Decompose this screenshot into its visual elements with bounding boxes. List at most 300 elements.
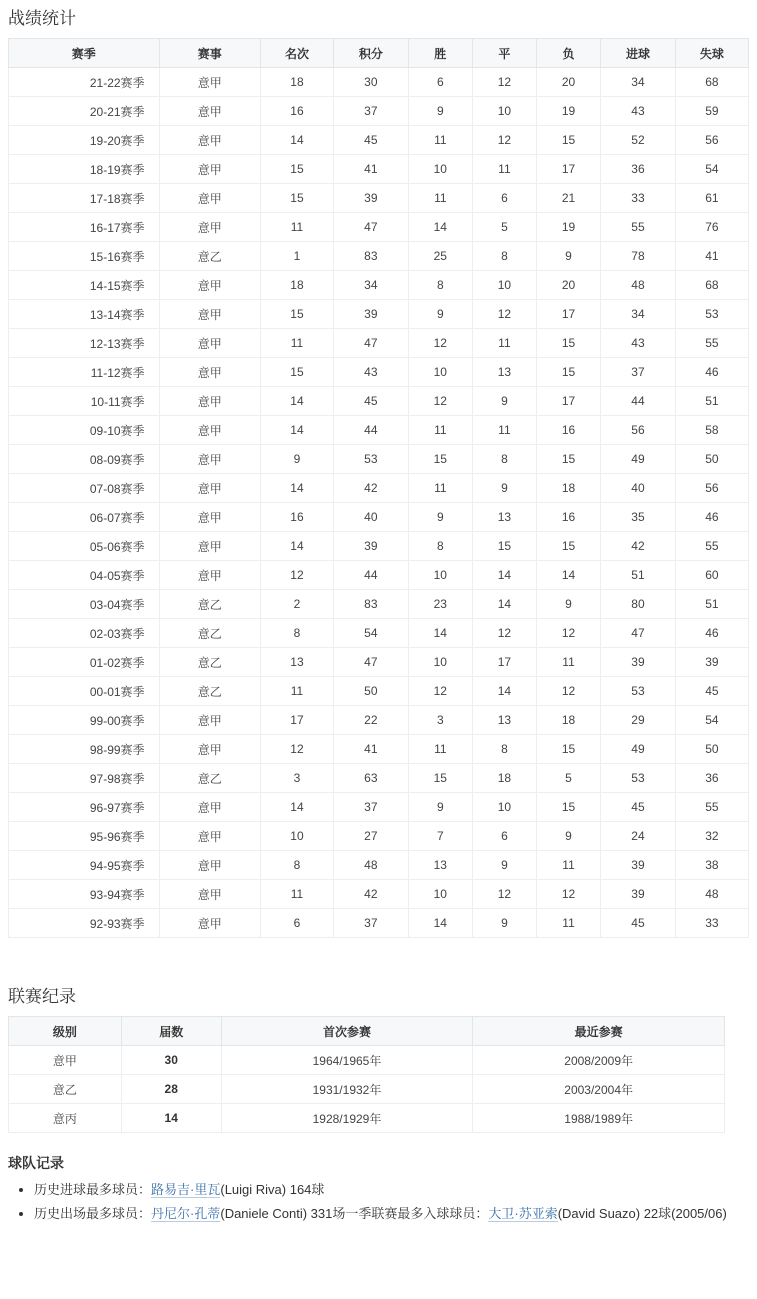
cell-wins: 14 [408,909,472,938]
table-row [9,300,749,329]
cell-wins: 10 [408,561,472,590]
cell-points: 40 [333,503,408,532]
cell-season: 94-95赛季 [9,851,160,880]
cell-draws: 13 [472,358,536,387]
cell-rank: 11 [260,677,333,706]
table-row [9,1104,725,1133]
cell-points: 34 [333,271,408,300]
cell-losses: 15 [536,329,600,358]
cell-wins: 11 [408,184,472,213]
cell-draws: 10 [472,271,536,300]
cell-goals-against: 51 [675,387,748,416]
cell-losses: 11 [536,648,600,677]
cell-wins: 11 [408,416,472,445]
table-row [9,764,749,793]
cell-wins: 9 [408,300,472,329]
cell-competition: 意甲 [159,735,260,764]
cell-rank: 14 [260,532,333,561]
cell-losses: 11 [536,909,600,938]
cell-points: 44 [333,561,408,590]
cell-draws: 18 [472,764,536,793]
cell-season: 18-19赛季 [9,155,160,184]
cell-wins: 23 [408,590,472,619]
cell-goals-for: 51 [601,561,676,590]
table-row [9,358,749,387]
cell-rank: 3 [260,764,333,793]
cell-goals-for: 39 [601,851,676,880]
cell-competition: 意乙 [159,764,260,793]
column-header-points: 积分 [333,39,408,68]
cell-rank: 11 [260,880,333,909]
cell-goals-for: 40 [601,474,676,503]
cell-season: 02-03赛季 [9,619,160,648]
cell-losses: 9 [536,242,600,271]
cell-draws: 12 [472,880,536,909]
cell-season: 98-99赛季 [9,735,160,764]
cell-competition: 意乙 [159,242,260,271]
cell-losses: 15 [536,445,600,474]
cell-goals-for: 33 [601,184,676,213]
cell-competition: 意甲 [159,474,260,503]
cell-goals-for: 45 [601,909,676,938]
cell-rank: 14 [260,126,333,155]
cell-draws: 9 [472,851,536,880]
cell-editions: 28 [121,1075,221,1104]
cell-points: 41 [333,155,408,184]
cell-competition: 意甲 [159,793,260,822]
cell-goals-against: 54 [675,706,748,735]
cell-season: 21-22赛季 [9,68,160,97]
cell-points: 39 [333,184,408,213]
cell-competition: 意甲 [159,561,260,590]
cell-goals-for: 56 [601,416,676,445]
cell-draws: 14 [472,677,536,706]
cell-points: 48 [333,851,408,880]
cell-draws: 12 [472,68,536,97]
cell-goals-against: 50 [675,445,748,474]
cell-wins: 10 [408,358,472,387]
cell-goals-against: 56 [675,126,748,155]
league-records-body [9,1046,725,1133]
cell-goals-for: 47 [601,619,676,648]
cell-goals-for: 35 [601,503,676,532]
cell-goals-for: 34 [601,300,676,329]
player-link-top-scorer[interactable]: 路易吉·里瓦 [151,1182,221,1197]
cell-goals-for: 55 [601,213,676,242]
cell-competition: 意甲 [159,68,260,97]
cell-season: 93-94赛季 [9,880,160,909]
cell-draws: 5 [472,213,536,242]
cell-losses: 20 [536,271,600,300]
cell-wins: 12 [408,329,472,358]
table-row [9,619,749,648]
table-row [9,561,749,590]
cell-goals-against: 55 [675,793,748,822]
cell-goals-against: 76 [675,213,748,242]
cell-goals-for: 52 [601,126,676,155]
cell-competition: 意甲 [159,213,260,242]
cell-wins: 13 [408,851,472,880]
cell-goals-against: 58 [675,416,748,445]
cell-rank: 18 [260,271,333,300]
cell-competition: 意乙 [159,590,260,619]
cell-goals-against: 68 [675,271,748,300]
cell-goals-for: 45 [601,793,676,822]
cell-goals-against: 54 [675,155,748,184]
cell-goals-for: 53 [601,764,676,793]
cell-points: 43 [333,358,408,387]
cell-latest-entry: 2008/2009年 [473,1046,725,1075]
cell-goals-for: 37 [601,358,676,387]
cell-season: 06-07赛季 [9,503,160,532]
cell-season: 97-98赛季 [9,764,160,793]
cell-points: 83 [333,242,408,271]
cell-points: 42 [333,880,408,909]
cell-losses: 15 [536,358,600,387]
list-item [34,1179,757,1201]
table-row [9,648,749,677]
cell-losses: 11 [536,851,600,880]
club-records-list [0,1179,757,1225]
league-records-head [9,1017,725,1046]
cell-competition: 意甲 [159,851,260,880]
column-header-wins: 胜 [408,39,472,68]
cell-draws: 11 [472,155,536,184]
cell-wins: 15 [408,445,472,474]
cell-goals-against: 56 [675,474,748,503]
table-row [9,329,749,358]
cell-points: 47 [333,329,408,358]
cell-losses: 19 [536,97,600,126]
record-mid-text: (Luigi Riva) 164球 [220,1182,325,1197]
cell-wins: 15 [408,764,472,793]
results-table-body [9,68,749,938]
cell-losses: 14 [536,561,600,590]
cell-points: 37 [333,97,408,126]
cell-wins: 10 [408,648,472,677]
cell-wins: 12 [408,677,472,706]
cell-season: 08-09赛季 [9,445,160,474]
cell-points: 45 [333,126,408,155]
cell-rank: 9 [260,445,333,474]
cell-points: 27 [333,822,408,851]
cell-losses: 18 [536,706,600,735]
column-header-season: 赛季 [9,39,160,68]
cell-rank: 14 [260,416,333,445]
cell-wins: 11 [408,735,472,764]
cell-draws: 14 [472,590,536,619]
cell-competition: 意甲 [159,909,260,938]
cell-season: 13-14赛季 [9,300,160,329]
cell-losses: 19 [536,213,600,242]
cell-goals-against: 33 [675,909,748,938]
cell-goals-against: 38 [675,851,748,880]
cell-goals-for: 49 [601,735,676,764]
table-row [9,793,749,822]
cell-first-entry: 1964/1965年 [221,1046,473,1075]
cell-points: 53 [333,445,408,474]
cell-goals-against: 59 [675,97,748,126]
table-row [9,387,749,416]
page-root [0,8,757,1225]
table-row [9,503,749,532]
cell-competition: 意甲 [159,503,260,532]
cell-level: 意乙 [9,1075,122,1104]
record-prefix-text: 历史出场最多球员： [34,1206,152,1221]
cell-rank: 13 [260,648,333,677]
cell-draws: 12 [472,126,536,155]
cell-competition: 意甲 [159,822,260,851]
cell-rank: 15 [260,358,333,387]
cell-rank: 11 [260,213,333,242]
table-row [9,532,749,561]
cell-rank: 16 [260,503,333,532]
cell-draws: 13 [472,503,536,532]
cell-losses: 16 [536,503,600,532]
cell-draws: 6 [472,822,536,851]
page-title-league-records: 联赛纪录 [8,987,76,1006]
cell-rank: 1 [260,242,333,271]
cell-competition: 意甲 [159,706,260,735]
column-header-competition: 赛事 [159,39,260,68]
cell-season: 09-10赛季 [9,416,160,445]
table-row [9,416,749,445]
table-row [9,909,749,938]
table-row [9,706,749,735]
cell-rank: 8 [260,851,333,880]
player-link-most-appearances[interactable]: 丹尼尔·孔蒂 [151,1206,221,1221]
cell-season: 16-17赛季 [9,213,160,242]
cell-goals-for: 43 [601,329,676,358]
cell-points: 47 [333,648,408,677]
cell-season: 96-97赛季 [9,793,160,822]
cell-wins: 11 [408,126,472,155]
cell-rank: 11 [260,329,333,358]
cell-losses: 5 [536,764,600,793]
cell-goals-for: 80 [601,590,676,619]
cell-rank: 15 [260,300,333,329]
cell-goals-for: 43 [601,97,676,126]
cell-losses: 12 [536,677,600,706]
table-row [9,851,749,880]
cell-goals-against: 39 [675,648,748,677]
cell-draws: 6 [472,184,536,213]
results-table [8,38,749,938]
cell-goals-against: 36 [675,764,748,793]
cell-goals-against: 60 [675,561,748,590]
cell-goals-for: 34 [601,68,676,97]
player-link-season-top-scorer[interactable]: 大卫·苏亚索 [488,1206,558,1221]
cell-rank: 15 [260,184,333,213]
cell-draws: 8 [472,242,536,271]
cell-competition: 意甲 [159,387,260,416]
page-title-club-records: 球队记录 [8,1155,64,1171]
cell-points: 39 [333,532,408,561]
cell-losses: 15 [536,126,600,155]
cell-losses: 12 [536,880,600,909]
cell-competition: 意乙 [159,677,260,706]
cell-competition: 意甲 [159,126,260,155]
column-header-goals-for: 进球 [601,39,676,68]
cell-points: 37 [333,909,408,938]
cell-goals-for: 24 [601,822,676,851]
cell-goals-for: 53 [601,677,676,706]
cell-wins: 9 [408,97,472,126]
cell-season: 14-15赛季 [9,271,160,300]
cell-goals-against: 51 [675,590,748,619]
cell-goals-for: 49 [601,445,676,474]
cell-losses: 12 [536,619,600,648]
table-row [9,880,749,909]
cell-points: 37 [333,793,408,822]
league-records-table [8,1016,725,1133]
page-title-results: 战绩统计 [8,9,76,28]
cell-competition: 意甲 [159,445,260,474]
cell-draws: 13 [472,706,536,735]
cell-rank: 16 [260,97,333,126]
table-row [9,213,749,242]
cell-draws: 12 [472,619,536,648]
table-row [9,590,749,619]
column-header-editions: 届数 [121,1017,221,1046]
cell-rank: 15 [260,155,333,184]
section-spacer [0,1133,757,1139]
cell-competition: 意甲 [159,184,260,213]
cell-season: 05-06赛季 [9,532,160,561]
column-header-rank: 名次 [260,39,333,68]
cell-goals-for: 36 [601,155,676,184]
table-row [9,1075,725,1104]
cell-losses: 18 [536,474,600,503]
cell-goals-against: 61 [675,184,748,213]
cell-wins: 3 [408,706,472,735]
cell-points: 63 [333,764,408,793]
record-mid-text: (Daniele Conti) 331场一季联赛最多入球球员： [220,1206,489,1221]
cell-first-entry: 1928/1929年 [221,1104,473,1133]
cell-wins: 10 [408,155,472,184]
cell-losses: 17 [536,155,600,184]
cell-rank: 6 [260,909,333,938]
cell-losses: 15 [536,532,600,561]
cell-draws: 14 [472,561,536,590]
cell-goals-for: 42 [601,532,676,561]
table-row [9,271,749,300]
cell-goals-against: 32 [675,822,748,851]
cell-goals-against: 46 [675,358,748,387]
cell-rank: 18 [260,68,333,97]
cell-latest-entry: 1988/1989年 [473,1104,725,1133]
cell-wins: 10 [408,880,472,909]
column-header-latest-entry: 最近参赛 [473,1017,725,1046]
cell-level: 意丙 [9,1104,122,1133]
cell-losses: 16 [536,416,600,445]
cell-goals-against: 55 [675,329,748,358]
cell-rank: 10 [260,822,333,851]
results-table-wrapper [8,38,749,938]
cell-wins: 9 [408,503,472,532]
cell-rank: 2 [260,590,333,619]
cell-draws: 10 [472,97,536,126]
cell-goals-against: 55 [675,532,748,561]
cell-goals-against: 46 [675,619,748,648]
column-header-losses: 负 [536,39,600,68]
cell-rank: 14 [260,793,333,822]
cell-competition: 意甲 [159,358,260,387]
cell-draws: 10 [472,793,536,822]
cell-goals-against: 50 [675,735,748,764]
cell-goals-for: 29 [601,706,676,735]
cell-draws: 9 [472,909,536,938]
table-row [9,677,749,706]
cell-rank: 17 [260,706,333,735]
cell-losses: 21 [536,184,600,213]
table-row [9,445,749,474]
cell-season: 10-11赛季 [9,387,160,416]
cell-wins: 8 [408,532,472,561]
cell-wins: 6 [408,68,472,97]
cell-rank: 8 [260,619,333,648]
table-row [9,1046,725,1075]
cell-competition: 意甲 [159,416,260,445]
cell-season: 11-12赛季 [9,358,160,387]
column-header-draws: 平 [472,39,536,68]
cell-points: 47 [333,213,408,242]
cell-latest-entry: 2003/2004年 [473,1075,725,1104]
cell-goals-against: 53 [675,300,748,329]
cell-wins: 9 [408,793,472,822]
cell-season: 92-93赛季 [9,909,160,938]
cell-season: 01-02赛季 [9,648,160,677]
cell-competition: 意甲 [159,532,260,561]
table-row [9,126,749,155]
cell-wins: 12 [408,387,472,416]
cell-goals-against: 45 [675,677,748,706]
cell-editions: 30 [121,1046,221,1075]
cell-season: 03-04赛季 [9,590,160,619]
cell-points: 41 [333,735,408,764]
cell-season: 04-05赛季 [9,561,160,590]
cell-competition: 意甲 [159,880,260,909]
cell-points: 22 [333,706,408,735]
cell-wins: 11 [408,474,472,503]
cell-draws: 8 [472,445,536,474]
cell-rank: 14 [260,474,333,503]
cell-competition: 意甲 [159,300,260,329]
cell-season: 95-96赛季 [9,822,160,851]
cell-points: 39 [333,300,408,329]
cell-goals-against: 46 [675,503,748,532]
cell-points: 45 [333,387,408,416]
table-row [9,822,749,851]
cell-competition: 意甲 [159,97,260,126]
cell-first-entry: 1931/1932年 [221,1075,473,1104]
cell-losses: 15 [536,793,600,822]
table-row [9,155,749,184]
cell-points: 83 [333,590,408,619]
cell-season: 07-08赛季 [9,474,160,503]
cell-goals-against: 41 [675,242,748,271]
cell-draws: 8 [472,735,536,764]
cell-wins: 14 [408,213,472,242]
cell-draws: 12 [472,300,536,329]
results-table-head [9,39,749,68]
cell-points: 50 [333,677,408,706]
column-header-goals-against: 失球 [675,39,748,68]
cell-losses: 17 [536,387,600,416]
cell-competition: 意甲 [159,271,260,300]
table-header-row [9,1017,725,1046]
cell-draws: 17 [472,648,536,677]
